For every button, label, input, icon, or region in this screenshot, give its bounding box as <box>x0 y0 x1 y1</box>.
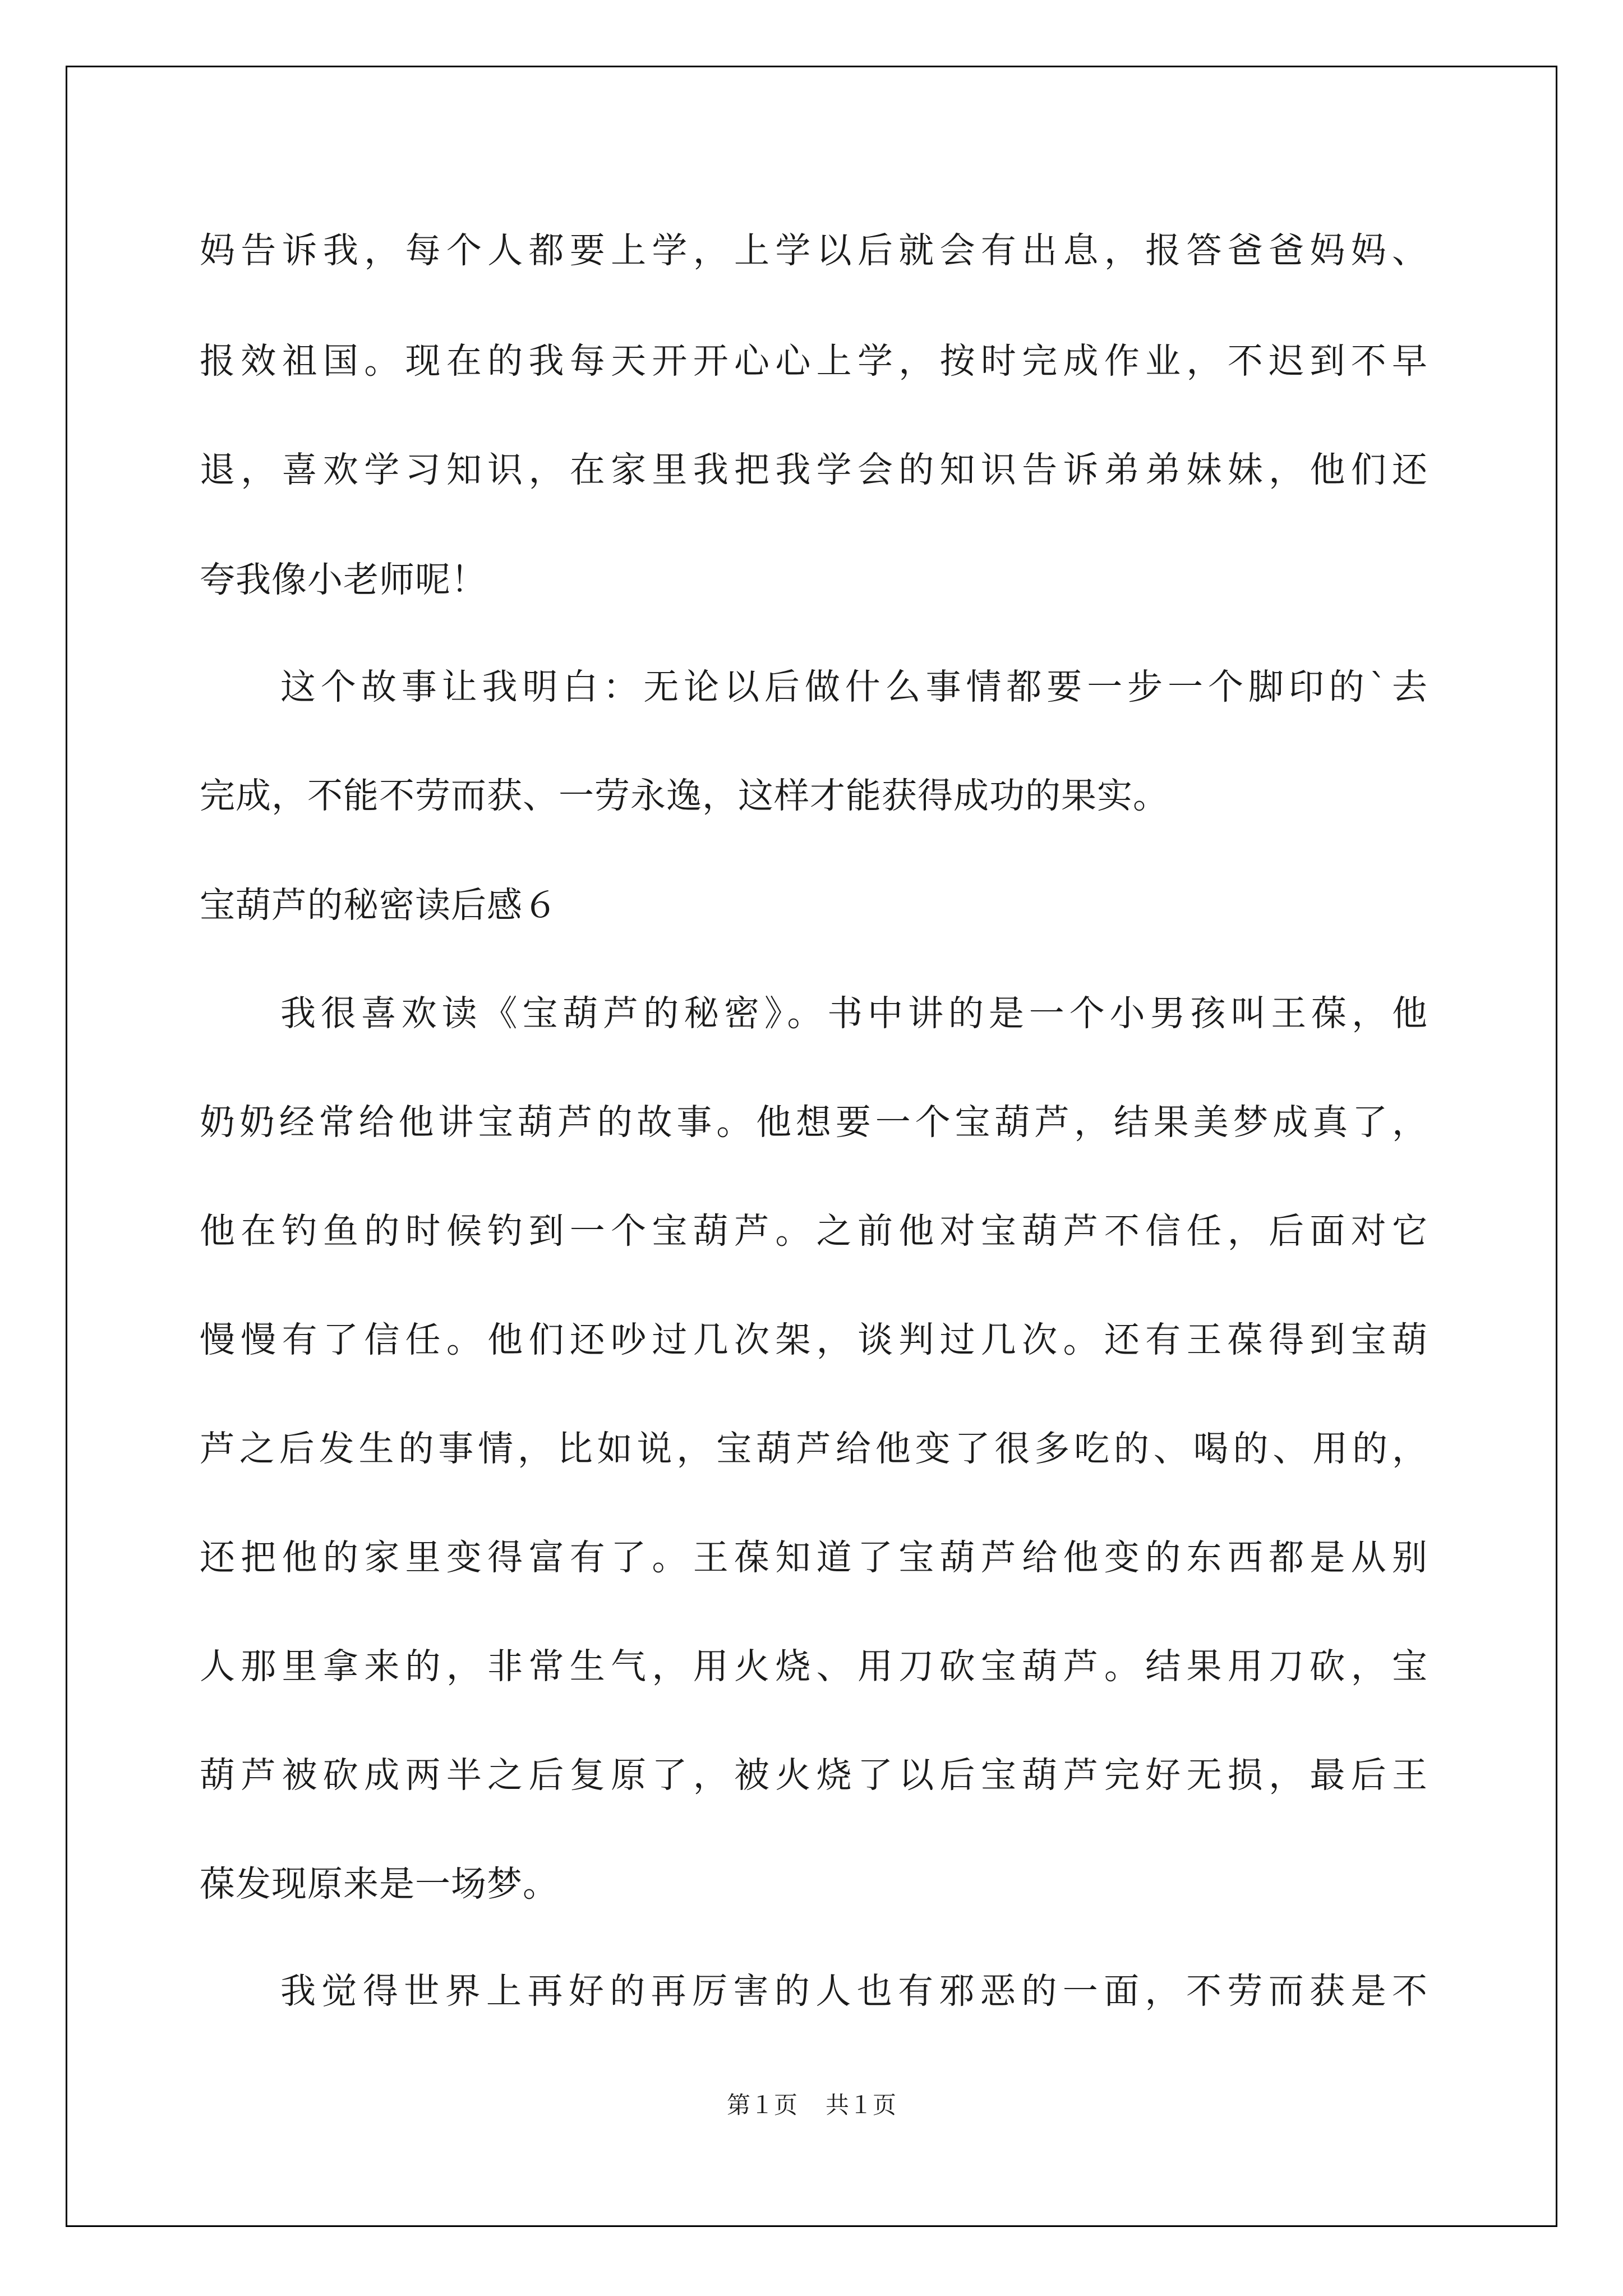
page-footer <box>0 2087 1623 2120</box>
text-line: 葆发现原来是一场梦。 <box>200 1864 559 1904</box>
text-line: 芦之后发生的事情，比如说，宝葫芦给他变了很多吃的、喝的、用的， <box>200 1428 1428 1469</box>
text-line: 还把他的家里变得富有了。王葆知道了宝葫芦给他变的东西都是从别 <box>200 1537 1428 1578</box>
text-line: 报效祖国。现在的我每天开开心心上学，按时完成作业，不迟到不早 <box>200 341 1428 381</box>
paragraph-start-line: 我觉得世界上再好的再厉害的人也有邪恶的一面，不劳而获是不 <box>280 1971 1428 2012</box>
text-line: 完成，不能不劳而获、一劳永逸，这样才能获得成功的果实。 <box>200 775 1169 816</box>
text-line: 退，喜欢学习知识，在家里我把我学会的知识告诉弟弟妹妹，他们还 <box>200 449 1428 490</box>
paragraph-start-line: 我很喜欢读《宝葫芦的秘密》。书中讲的是一个小男孩叫王葆，他 <box>280 993 1428 1034</box>
text-line: 慢慢有了信任。他们还吵过几次架，谈判过几次。还有王葆得到宝葫 <box>200 1319 1428 1360</box>
page-total: 共１页 <box>826 2091 897 2119</box>
text-line: 葫芦被砍成两半之后复原了，被火烧了以后宝葫芦完好无损，最后王 <box>200 1755 1428 1796</box>
section-heading: 宝葫芦的秘密读后感６ <box>200 885 559 926</box>
text-line: 妈告诉我，每个人都要上学，上学以后就会有出息，报答爸爸妈妈、 <box>200 230 1428 271</box>
text-line: 奶奶经常给他讲宝葫芦的故事。他想要一个宝葫芦，结果美梦成真了， <box>200 1102 1428 1143</box>
paragraph-start-line: 这个故事让我明白：无论以后做什么事情都要一步一个脚印的`去 <box>280 666 1428 707</box>
text-line: 他在钓鱼的时候钓到一个宝葫芦。之前他对宝葫芦不信任，后面对它 <box>200 1211 1428 1251</box>
text-line: 人那里拿来的，非常生气，用火烧、用刀砍宝葫芦。结果用刀砍，宝 <box>200 1646 1428 1687</box>
page-number: 第１页 <box>726 2091 797 2119</box>
text-line: 夸我像小老师呢！ <box>200 559 487 600</box>
